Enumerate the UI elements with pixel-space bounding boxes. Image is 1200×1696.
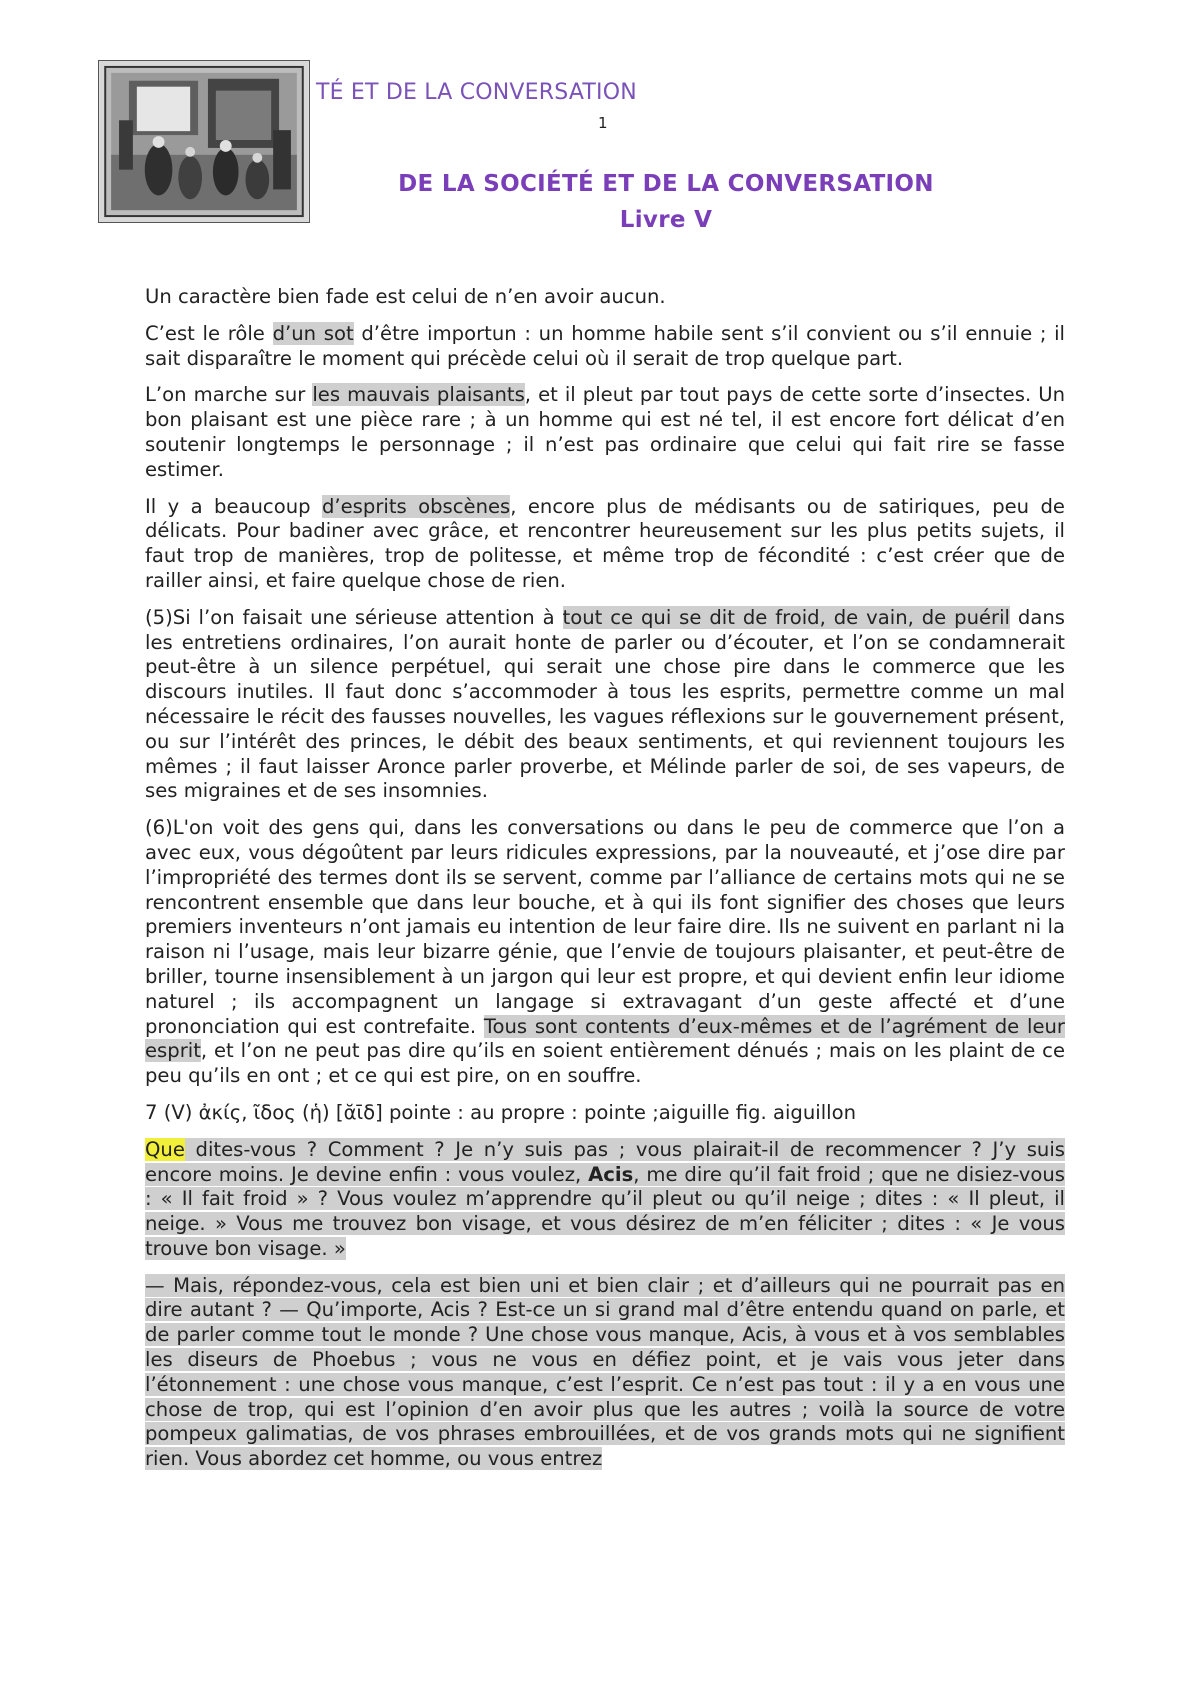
highlighted-text: d’un sot	[272, 321, 354, 345]
highlighted-text: d’esprits obscènes	[321, 494, 511, 518]
paragraph-8	[145, 1138, 1065, 1262]
running-header-text: TÉ ET DE LA CONVERSATION	[316, 80, 637, 105]
highlighted-text: les mauvais plaisants	[312, 383, 525, 407]
text-run: (6)L'on voit des gens qui, dans les conversations ou dans le peu de commerce que l’on a avec eux, vous dégoûtent par leurs ridicules expressions, par la nouveauté, et j’ose dire par l’impropriété des termes dont ils se servent, comme par l’alliance de certains mots qui ne se rencontrent ensemble que dans leur bouche, et à qui ils font signifier des choses que leurs premiers inventeurs n’ont jamais eu intention de leur faire dire. Ils ne suivent en parlant ni la raison ni l’usage, mais leur bizarre génie, que l’envie de toujours plaisanter, et peut-être de briller, tourne insensiblement à un jargon qui leur est propre, et qui devient enfin leur idiome naturel ; ils accompagnent un langage si extravagant d’un geste affecté et d’une prononciation qui est contrefaite.	[145, 816, 1065, 1038]
highlighted-text: dites-vous ? Comment ? Je n’y suis pas ; vous plairait-il de recommencer ? J’y suis encore moins. Je devine enfin : vous voulez,	[145, 1137, 1065, 1186]
paragraph-6	[145, 816, 1065, 1089]
body-text	[145, 285, 1065, 1484]
text-run: L’on marche sur	[145, 383, 313, 407]
page-number: 1	[598, 114, 608, 132]
paragraph-3	[145, 383, 1065, 482]
paragraph-4	[145, 495, 1065, 594]
bold-name: Acis	[588, 1162, 634, 1186]
highlighted-text: tout ce qui se dit de froid, de vain, de puéril	[562, 605, 1011, 629]
paragraph-7-glossary: 7 (V) ἀκίς, ῖδος (ἡ) [ᾰῑδ] pointe : au propre : pointe ;aiguille fig. aiguillon	[145, 1100, 857, 1124]
highlighted-text: — Mais, répondez-vous, cela est bien uni et bien clair ; et d’ailleurs qui ne pourrait pas en dire autant ? — Qu’importe, Acis ? Est-ce un si grand mal d’être entendu quand on parle, et de parler comme tout le monde ? Une chose vous manque, Acis, à vous et à vos semblables les diseurs de Phoebus ; vous ne vous en défiez point, et je vais vous jeter dans l’étonnement : une chose vous manque, c’est l’esprit. Ce n’est pas tout : il y a en vous une chose de trop, qui est l’opinion d’en avoir plus que les autres ; voilà la source de votre pompeux galimatias, de vos phrases embrouillées, et de vos grands mots qui ne signifient rien. Vous abordez cet homme, ou vous entrez	[145, 1273, 1065, 1471]
chapter-title: DE LA SOCIÉTÉ ET DE LA CONVERSATION	[398, 171, 934, 197]
text-run: d’être importun : un homme habile sent s’il convient ou s’il ennuie ; il sait disparaître le moment qui précède celui où il serait de trop quelque part.	[145, 321, 1066, 370]
text-run: , et l’on ne peut pas dire qu’ils en soient entièrement dénués ; mais on les plaint de ce peu qu’ils en ont ; et ce qui est pire, on en souffre.	[145, 1039, 1065, 1088]
text-run: , encore plus de médisants ou de satiriques, peu de délicats. Pour badiner avec grâce, et rencontrer heureusement sur les plus petits sujets, il faut trop de manières, trop de politesse, et même trop de fécondité : c’est créer que de railler ainsi, et faire quelque chose de rien.	[145, 494, 1065, 592]
paragraph-9	[145, 1274, 1065, 1472]
highlighted-text: , me dire qu’il fait froid ; que ne disiez-vous : « Il fait froid » ? Vous voulez m’apprendre qu’il pleut ou qu’il neige ; dites : « Il pleut, il neige. » Vous me trouvez bon visage, et vous désirez de m’en féliciter ; dites : « Je vous trouve bon visage. »	[145, 1162, 1065, 1260]
text-run: (5)Si l’on faisait une sérieuse attention à	[145, 605, 563, 629]
paragraph-5	[145, 606, 1065, 804]
engraving-illustration	[98, 60, 310, 223]
chapter-subtitle: Livre V	[619, 207, 713, 233]
text-run: dans les entretiens ordinaires, l’on aurait honte de parler ou d’écouter, et l’on se condamnerait peut-être à un silence perpétuel, qui serait une chose pire dans le commerce que les discours inutiles. Il faut donc s’accommoder à tous les esprits, permettre comme un mal nécessaire le récit des fausses nouvelles, les vagues réflexions sur le gouvernement présent, ou sur l’intérêt des princes, le débit des beaux sentiments, et qui reviennent toujours les mêmes ; il faut laisser Aronce parler proverbe, et Mélinde parler de soi, de ses vapeurs, de ses migraines et de ses insomnies.	[145, 605, 1065, 803]
paragraph-2	[145, 322, 1065, 372]
paragraph-1: Un caractère bien fade est celui de n’en avoir aucun.	[145, 285, 666, 308]
text-run: , et il pleut par tout pays de cette sorte d’insectes. Un bon plaisant est une pièce rare ; à un homme qui est né tel, il est encore fort délicat d’en soutenir longtemps le personnage ; il n’est pas ordinaire que celui qui fait rire se fasse estimer.	[145, 383, 1065, 481]
highlighted-text-yellow: Que	[145, 1137, 185, 1161]
text-run: C’est le rôle	[145, 321, 273, 345]
text-run: Il y a beaucoup	[145, 494, 322, 518]
highlighted-text: Tous sont contents d’eux-mêmes et de l’agrément de leur esprit	[145, 1014, 1065, 1063]
